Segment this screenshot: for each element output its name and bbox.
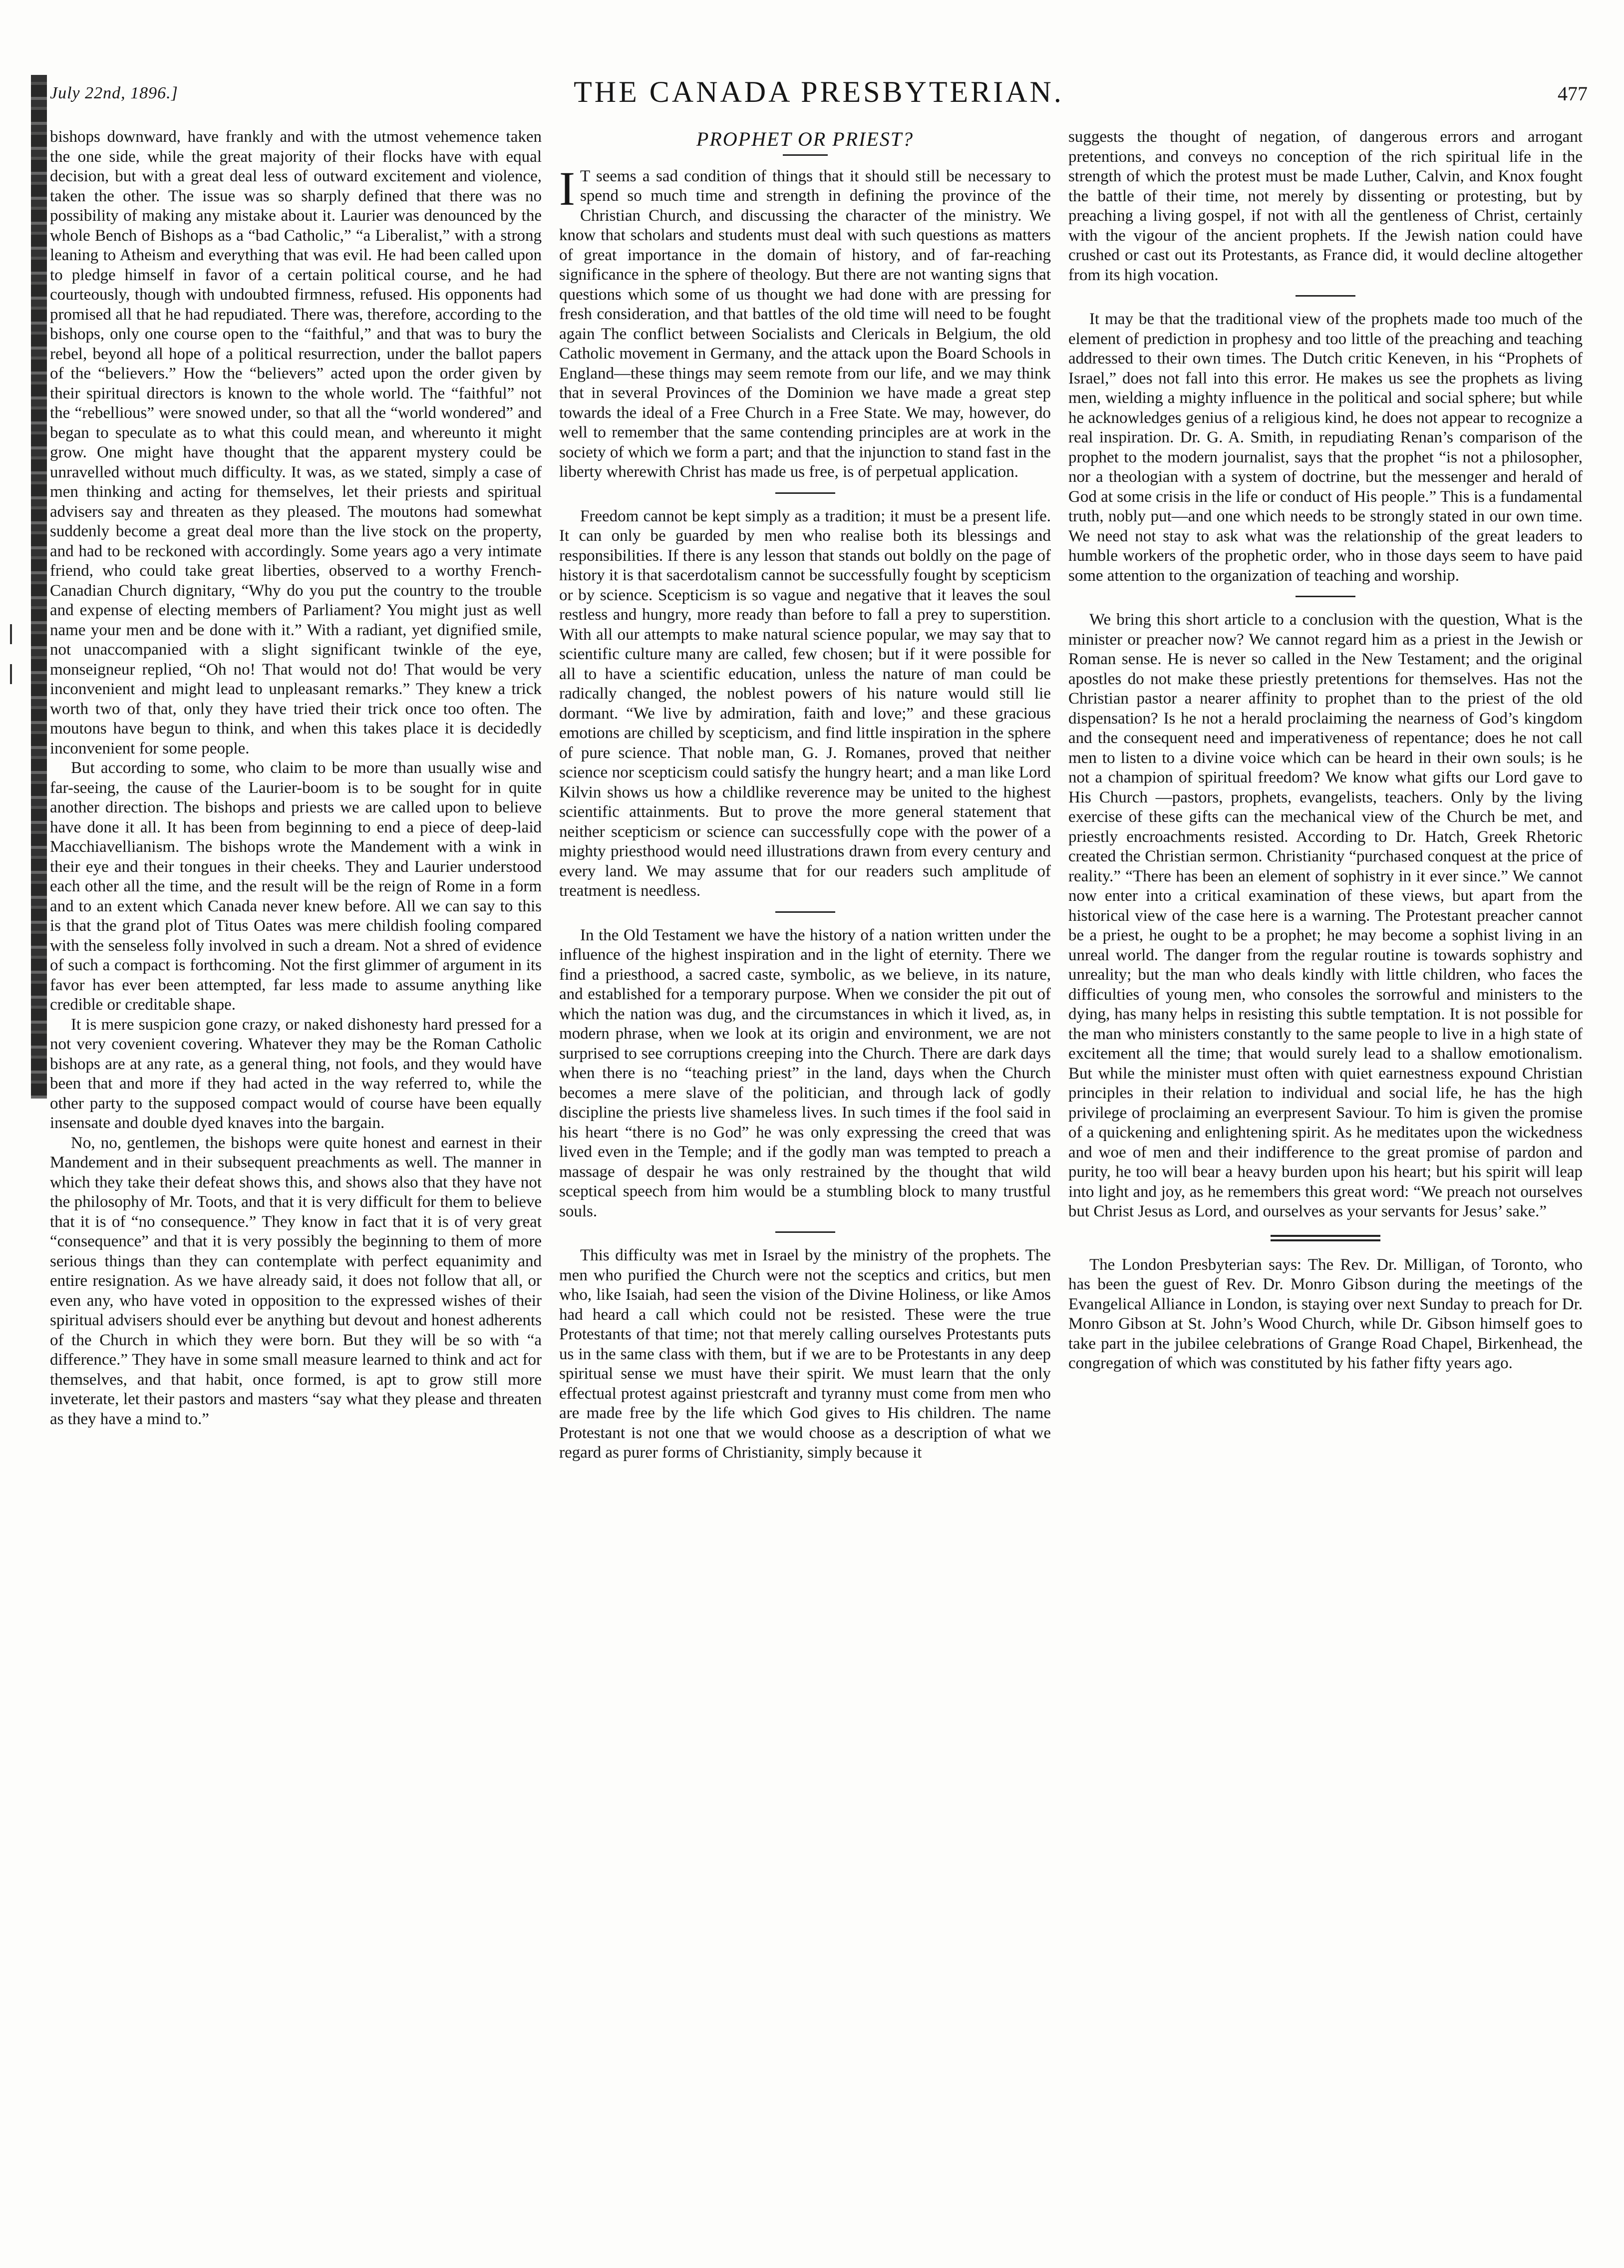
article-title: PROPHET OR PRIEST? <box>696 128 914 150</box>
paragraph: No, no, gentlemen, the bishops were quite honest and earnest in their Mandement and in their subsequent preachments as well. The manner in which they take their defeat shows this, and shows also that they have not the philosophy of Mr. Toots, and that it is very difficult for them to believe that it is of “no consequence.” They know in fact that it is of very great “consequence” and that it is very possibly the beginning to them of more serious things than they can contemplate with perfect equanimity and entire resignation. As we have already said, it does not follow that all, or even any, who have voted in opposition to the expressed wishes of their spiritual advisers should ever be anything but devout and honest adherents of the Church in which they were born. But they will be so with “a difference.” They have in some small measure learned to think and act for themselves, and that habit, once formed, is apt to grow still more inveterate, let their pastors and masters “say what they please and threaten as they have a mind to.” <box>50 1134 542 1428</box>
margin-mark <box>10 664 12 684</box>
divider <box>775 492 835 494</box>
paragraph: This difficulty was met in Israel by the ministry of the prophets. The men who purified the Church were not the sceptics and critics, but men who, like Isaiah, had seen the vision of the Divine Holiness, or like Amos had heard a call which could not be resisted. These were the true Protestants of that time; not that merely calling ourselves Protestants puts us in the same class with them, but if we are to be Protestants in any deep spiritual sense we must have their spirit. We must learn that the only effectual protest against priestcraft and tyranny must come from men who are made free by the life which God gives to His children. The name Protestant is not one that we would choose as a description of what we regard as purer forms of Christianity, simply because it <box>559 1246 1051 1462</box>
paragraph: suggests the thought of negation, of dangerous errors and arrogant pretentions, and conveys no conception of the rich spiritual life in the strength of which the protest must be made Luther, Calvin, and Knox fought the battle of their time, not merely by dissenting or protesting, but by preaching a living gospel, if not with all the gentleness of Christ, certainly with the vigour of the ancient prophets. If the Jewish nation could have crushed or cast out its Protestants, as France did, it would decline altogether from its high vocation. <box>1068 128 1583 284</box>
drop-cap: I <box>559 161 575 215</box>
column-1 <box>50 127 542 2225</box>
paragraph: But according to some, who claim to be more than usually wise and far-seeing, the cause of the Laurier-boom is to be sought for in quite another direction. The bishops and priests we are called upon to believe have done it all. It has been from beginning to end a piece of deep-laid Macchiavellianism. The bishops wrote the Mandement with a wink in their eye and their tongues in their cheeks. They and Laurier understood each other all the time, and the result will be the reign of Rome in a form and to an extent which Canada never knew before. All we can say to this is that the grand plot of Titus Oates was mere childish fooling compared with the senseless folly involved in such a dream. Not a shred of evidence of such a compact is forthcoming. Not the first glimmer of argument in its favor has ever been attempted, far less made to assume anything like credible or creditable shape. <box>50 759 542 1014</box>
paragraph: We bring this short article to a conclusion with the question, What is the minister or preacher now? We cannot regard him as a priest in the Jewish or Roman sense. He is never so called in the New Testament; and the original apostles do not make these priestly pretentions for themselves. Has not the Christian pastor a nearer affinity to prophet than to the priest of the old dispensation? Is he not a herald proclaiming the nearness of God’s kingdom and the consequent need and imperativeness of repentance; does he not call men to listen to a divine voice which can be heard in their own souls; is he not a champion of spiritual freedom? We know what gifts our Lord gave to His Church —pastors, prophets, evangelists, teachers. Only by the living exercise of these gifts can the mechanical view of the Church be met, and priestly encroachments resisted. According to Dr. Hatch, Greek Rhetoric created the Christian sermon. Christianity “purchased conquest at the price of reality.” “There has been an element of sophistry in it ever since.” We cannot now enter into a critical examination of these views, but apart from the historical view of the case here is a warning. The Protestant preacher cannot be a priest, he ought to be a prophet; he may become a sophist living in an unreal world. The danger from the regular routine is towards sophistry and unreality; but the man who deals kindly with little children, who faces the difficulties of young men, who consoles the sorrowful and ministers to the dying, has many helps in resisting this subtle temptation. It is not possible for the man who ministers constantly to the same people to live in a high state of excitement all the time; that would surely lead to a shallow emotionalism. But while the minister must often with quiet earnestness expound Christian principles in their relation to individual and social life, he has the high privilege of proclaiming an everpresent Saviour. To him is given the promise of a quickening and enlightening spirit. As he meditates upon the wickedness and woe of men and their indifference to the great promise of pardon and purity, he too will bear a heavy burden upon his heart; but his spirit will leap into light and joy, as he remembers this great word: “We preach not ourselves but Christ Jesus as Lord, and ourselves as your servants for Jesus’ sake.” <box>1068 611 1583 1220</box>
masthead: THE CANADA PRESBYTERIAN. <box>574 75 1064 108</box>
page-number: 477 <box>1558 82 1588 105</box>
paragraph: Freedom cannot be kept simply as a tradition; it must be a present life. It can only be guarded by men who realise both its blessings and responsibilities. If there is any lesson that stands out boldly on the page of history it is that sacerdotalism cannot be successfully fought by scepticism or by science. Scepticism is so vague and negative that it leaves the soul restless and hungry, more ready than before to fall a prey to superstition. With all our attempts to make natural science popular, we may say that to scientific culture many are called, few chosen; but if it were possible for all to have a scientific education, unless the nature of man could be radically changed, the noblest powers of his nature would still lie dormant. “We live by admiration, faith and love;” and these gracious emotions are chilled by scepticism, and find little inspiration in the sphere of pure science. That noble man, G. J. Romanes, proved that neither science nor scepticism could satisfy the hungry heart; and a man like Lord Kilvin shows us how a childlike reverence may be united to the highest scientific attainments. But to prove the more general statement that neither scepticism or science can successfully cope with the power of a mighty priesthood would need illustrations drawn from every century and every land. We may assume that for our readers such amplitude of treatment is needless. <box>559 507 1051 900</box>
column-3 <box>1068 127 1583 2225</box>
paragraph <box>559 161 1051 482</box>
divider <box>775 1231 835 1233</box>
divider <box>775 911 835 913</box>
paragraph: The London Presbyterian says: The Rev. Dr. Milligan, of Toronto, who has been the guest of Rev. Dr. Monro Gibson during the meetings of the Evangelical Alliance in London, is staying over next Sunday to preach for Dr. Monro Gibson at St. John’s Wood Church, while Dr. Gibson himself goes to take part in the jubilee celebrations of Grange Road Chapel, Birkenhead, the congregation of which was constituted by his father fifty years ago. <box>1068 1255 1583 1372</box>
scanned-margin-strip <box>31 75 47 1099</box>
paragraph: It may be that the traditional view of the prophets made too much of the element of prediction in prophesy and too little of the preaching and teaching addressed to their own times. The Dutch critic Keneven, in his “Prophets of Israel,” does not fall into this error. He makes us see the prophets as living men, wielding a mighty influence in the political and social sphere; but while he acknowledges genius of a religious kind, he does not appear to recognize a real inspiration. Dr. G. A. Smith, in repudiating Renan’s comparison of the prophet to the modern journalist, says that the prophet “is not a philosopher, nor a theologian with a system of doctrine, but the messenger and herald of God at some crisis in the life or conduct of His people.” This is a fundamental truth, nobly put—and one which needs to be strongly stated in our own time. We need not stay to ask what was the relationship of the great leaders to humble workers of the prophetic order, who in those days seem to have paid some attention to the organization of teaching and worship. <box>1068 310 1583 585</box>
issue-date: July 22nd, 1896.] <box>50 84 178 102</box>
paragraph-text: T seems a sad condition of things that it should still be necessary to spend so much time and strength in defining the province of the Christian Church, and discussing the character of the ministry. We know that scholars and students must deal with such questions as matters of great importance in the domain of history, and of far-reaching significance in the sphere of theology. But there are not wanting signs that questions which some of us thought we had done with are pressing for fresh consideration, and that battles of the old time will need to be fought again The conflict between Socialists and Clericals in Belgium, the old Catholic movement in Germany, and the attack upon the Board Schools in England—these things may seem remote from our life, and we may think that in several Provinces of the Dominion we have made a great step towards the ideal of a Free Church in a Free State. We may, however, do well to remember that the same contending principles are at work in the society of which we form a part; and that the injunction to stand fast in the liberty wherewith Christ has made us free, is of perpetual application. <box>559 167 1051 481</box>
paragraph: In the Old Testament we have the history of a nation written under the influence of the highest inspiration and in the light of eternity. There we find a priesthood, a sacred caste, symbolic, as we believe, in its nature, and established for a temporary purpose. When we consider the pit out of which the nation was dug, and the circumstances in which it lived, as, in modern phrase, when we look at its origin and environment, we are not surprised to see corruptions creeping into the Church. There are dark days when there is no “teaching priest” in the land, days when the Church becomes a mere slave of the politician, and through lack of godly discipline the priests live shameless lives. In such times if the fool said in his heart “there is no God” he was only expressing the creed that was lived even in the Temple; and if the godly man was tempted to preach a massage of despair he was only restrained by the thought that wild sceptical speech from him would be a stumbling block to many trustful souls. <box>559 926 1051 1220</box>
divider <box>1296 295 1355 297</box>
section-rule <box>1271 1235 1380 1241</box>
paragraph: It is mere suspicion gone crazy, or naked dishonesty hard pressed for a not very covenient covering. Whatever they may be the Roman Catholic bishops are at any rate, as a general thing, not fools, and they would have been that and more if they had acted in the way referred to, while the other party to the supposed compact would of course have been equally insensate and double dyed knaves into the bargain. <box>50 1015 542 1132</box>
divider <box>1296 596 1355 597</box>
column-2 <box>559 127 1051 2225</box>
page-header <box>50 75 1588 110</box>
divider <box>783 154 828 156</box>
paragraph: bishops downward, have frankly and with the utmost vehemence taken the one side, while the great majority of their flocks have with equal decision, but with a great deal less of outward excitement and violence, taken the other. The issue was so sharply defined that there was no possibility of making any mistake about it. Laurier was denounced by the whole Bench of Bishops as a “bad Catholic,” “a Liberalist,” with a strong leaning to Atheism and everything that was evil. He had been called upon to pledge himself in favor of a certain political course, and he had courteously, though with undoubted firmness, refused. His opponents had promised all that he had repudiated. There was, therefore, according to the bishops, only one course open to the “faithful,” and that was to bury the rebel, beyond all hope of a political resurrection, under the ballot papers of the “believers.” How the “believers” acted upon the order given by their spiritual directors is known to the whole world. The “faithful” not the “rebellious” were snowed under, so that all the “world wondered” and began to speculate as to what this could mean, and whereunto it might grow. One might have thought that the apparent mystery could be unravelled without much difficulty. It was, as we stated, simply a case of men thinking and acting for themselves, let their priests and spiritual advisers say and threaten as they pleased. The moutons had somewhat suddenly become a great deal more than the live stock on the property, and had to be reckoned with accordingly. Some years ago a very intimate friend, who could take great liberties, observed to a worthy French-Canadian Church dignitary, “Why do you put the country to the trouble and expense of electing members of Parliament? You might just as well name your men and be done with it.” With a radiant, yet dignified smile, not unaccompanied with a slight significant twinkle of the eye, monseigneur replied, “Oh no! That would not do! That would be very inconvenient and might lead to unpleasant remarks.” They knew a trick worth two of that, only they have tried their trick once too often. The moutons have begun to think, and when this takes place it is decidedly inconvenient for some people. <box>50 128 542 757</box>
margin-mark <box>10 624 12 644</box>
